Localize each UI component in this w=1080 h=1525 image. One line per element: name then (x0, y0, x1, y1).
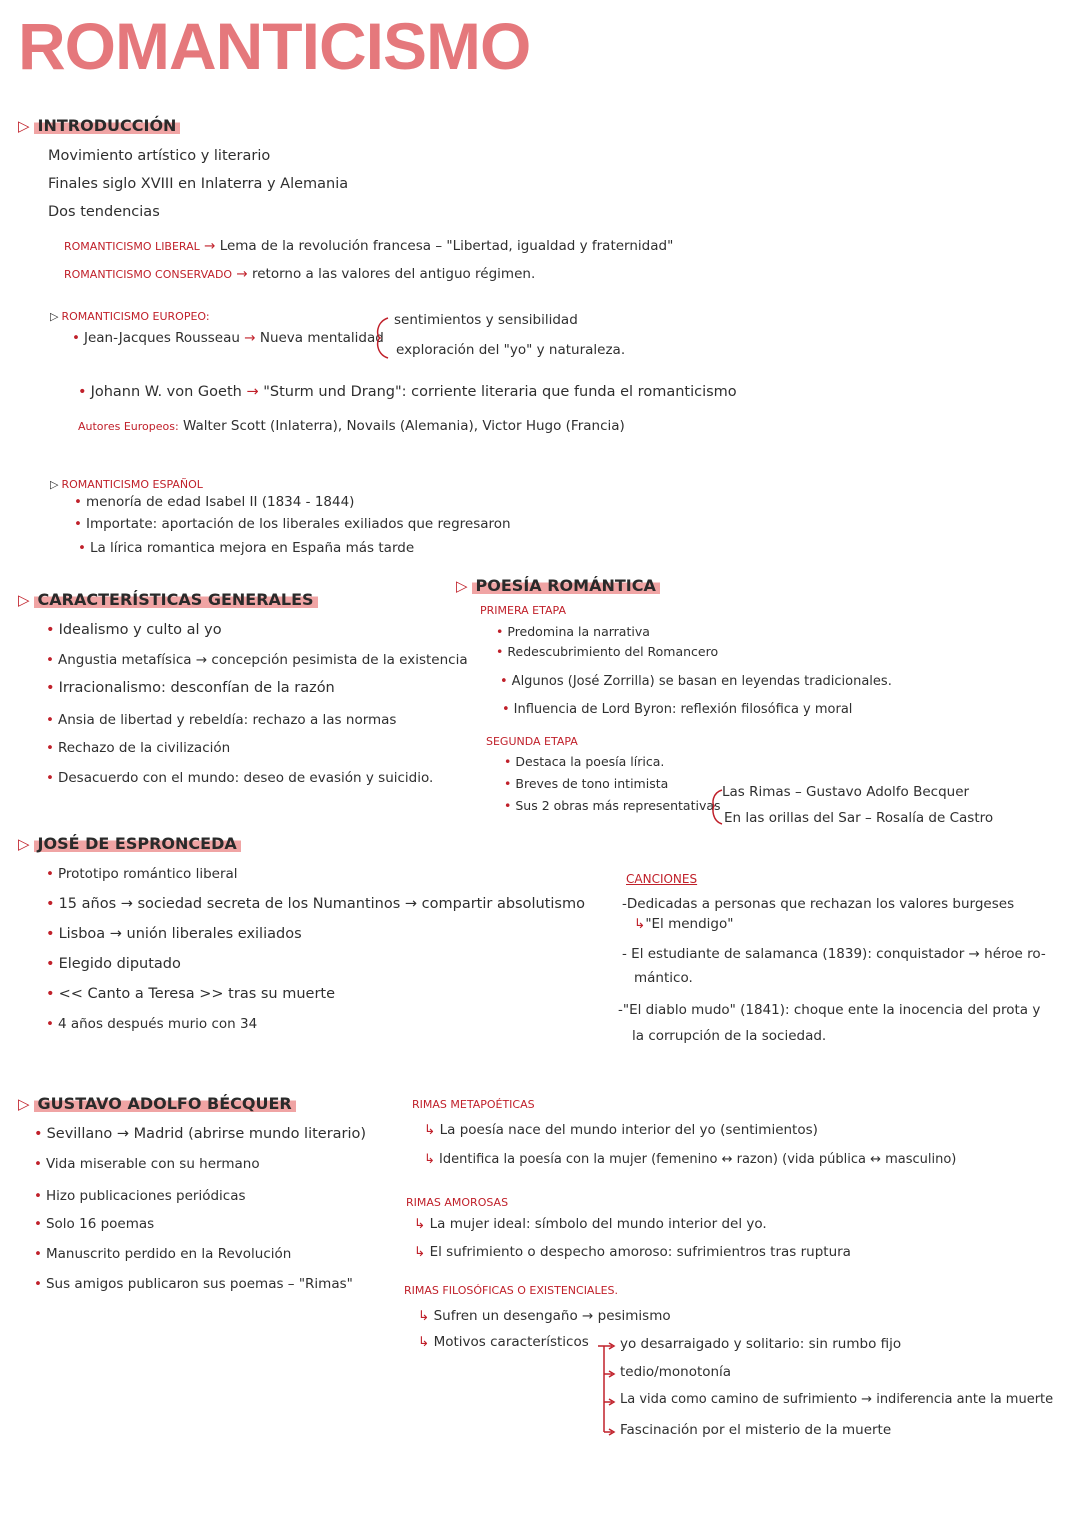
rimas-amor-label: RIMAS AMOROSAS (406, 1196, 509, 1209)
bullet-icon: • (504, 776, 512, 791)
caracteristica-item: • Idealismo y culto al yo (46, 622, 222, 638)
autores-label: Autores Europeos: (78, 420, 179, 433)
canciones-item: - El estudiante de salamanca (1839): conquistador → héroe ro- (622, 946, 1046, 962)
arrow-turn-icon: ↳ (414, 1216, 426, 1232)
europeo-heading: ▷ ROMANTICISMO EUROPEO: (50, 310, 210, 323)
bullet-icon: • (34, 1126, 43, 1142)
bullet-icon: • (78, 540, 86, 556)
intro-line: Movimiento artístico y literario (48, 148, 271, 164)
conservado-label: ROMANTICISMO CONSERVADO (64, 268, 233, 281)
espronceda-item: • 15 años → sociedad secreta de los Numantinos → compartir absolutismo (46, 896, 585, 912)
arrow-right-icon: → (244, 330, 256, 346)
intro-line: Dos tendencias (48, 204, 160, 220)
canciones-item-cont: mántico. (634, 970, 693, 986)
becquer-item: • Hizo publicaciones periódicas (34, 1188, 246, 1204)
rimas-meta-label: RIMAS METAPOÉTICAS (412, 1098, 535, 1111)
etapa1-item: • Algunos (José Zorrilla) se basan en leyendas tradicionales. (500, 674, 892, 689)
espronceda-item: • 4 años después murio con 34 (46, 1016, 258, 1032)
becquer-item: • Solo 16 poemas (34, 1216, 155, 1232)
caracteristica-item: • Desacuerdo con el mundo: deseo de evasión y suicidio. (46, 770, 434, 786)
arrow-turn-icon: ↳ (424, 1152, 435, 1167)
arrow-turn-icon: ↳ (418, 1334, 430, 1350)
etapa1-item: • Influencia de Lord Byron: reflexión filosófica y moral (502, 702, 853, 717)
bullet-icon: • (34, 1188, 42, 1204)
espronceda-item: • Lisboa → unión liberales exiliados (46, 926, 302, 942)
rimas-amor-item: ↳ La mujer ideal: símbolo del mundo interior del yo. (414, 1216, 767, 1232)
bullet-icon: • (34, 1246, 42, 1262)
espanol-item: • La lírica romantica mejora en España más tarde (78, 540, 415, 556)
rimas-amor-item: ↳ El sufrimiento o despecho amoroso: sufrimientros tras ruptura (414, 1244, 851, 1260)
arrow-turn-icon: ↳ (424, 1122, 436, 1138)
caracteristica-item: • Rechazo de la civilización (46, 740, 231, 756)
becquer-item: • Manuscrito perdido en la Revolución (34, 1246, 292, 1262)
bullet-icon: • (74, 516, 82, 532)
bullet-icon: • (34, 1276, 42, 1292)
goeth-row: • Johann W. von Goeth → "Sturm und Drang": corriente literaria que funda el romanticismo (78, 384, 737, 400)
rousseau-branch: sentimientos y sensibilidad (394, 312, 578, 328)
etapa1-label: PRIMERA ETAPA (480, 604, 566, 617)
triangle-marker-icon: ▷ (18, 1095, 30, 1113)
rimas-meta-item: ↳ Identifica la poesía con la mujer (femenino ↔ razon) (vida pública ↔ masculino) (424, 1152, 957, 1167)
obra-item: Las Rimas – Gustavo Adolfo Becquer (722, 784, 970, 800)
etapa2-label: SEGUNDA ETAPA (486, 735, 578, 748)
becquer-item: • Vida miserable con su hermano (34, 1156, 260, 1172)
bullet-icon: • (46, 1016, 54, 1032)
etapa1-item: • Redescubrimiento del Romancero (496, 644, 719, 659)
conservado-text: retorno a las valores del antiguo régimen. (251, 266, 536, 282)
conservado-row (64, 266, 535, 282)
liberal-row (64, 238, 673, 254)
canciones-item-cont: la corrupción de la sociedad. (632, 1028, 827, 1044)
arrow-right-icon: → (246, 384, 259, 400)
triangle-marker-icon: ▷ (50, 478, 59, 491)
motivo-item: tedio/monotonía (620, 1364, 732, 1380)
bullet-icon: • (74, 494, 82, 510)
bullet-icon: • (46, 896, 55, 912)
bullet-icon: • (502, 702, 510, 717)
poesia-heading: ▷ POESÍA ROMÁNTICA (456, 576, 660, 595)
obra-item: En las orillas del Sar – Rosalía de Castro (724, 810, 994, 826)
bullet-icon: • (46, 986, 55, 1002)
rimas-filo-label: RIMAS FILOSÓFICAS O EXISTENCIALES. (404, 1284, 619, 1297)
rousseau-row: • Jean-Jacques Rousseau → Nueva mentalidad (72, 330, 384, 346)
caracteristica-item: • Angustia metafísica → concepción pesimista de la existencia (46, 652, 468, 668)
bullet-icon: • (504, 798, 512, 813)
liberal-text: Lema de la revolución francesa – "Libertad, igualdad y fraternidad" (219, 238, 674, 254)
rimas-filo-item: ↳ Sufren un desengaño → pesimismo (418, 1308, 671, 1324)
becquer-heading: ▷ GUSTAVO ADOLFO BÉCQUER (18, 1094, 296, 1113)
arrow-turn-icon: ↳ (414, 1244, 426, 1260)
espanol-item: • menoría de edad Isabel II (1834 - 1844) (74, 494, 355, 510)
bullet-icon: • (46, 740, 54, 756)
motivo-item: yo desarraigado y solitario: sin rumbo fijo (620, 1336, 902, 1352)
triangle-marker-icon: ▷ (18, 117, 30, 135)
intro-line: Finales siglo XVIII en Inlaterra y Alemania (48, 176, 349, 192)
triangle-marker-icon: ▷ (456, 577, 468, 595)
espronceda-item: • Elegido diputado (46, 956, 181, 972)
espronceda-item: • << Canto a Teresa >> tras su muerte (46, 986, 336, 1002)
etapa2-item: • Sus 2 obras más representativas (504, 798, 721, 813)
autores-row: Autores Europeos: Walter Scott (Inlaterra), Novails (Alemania), Victor Hugo (Francia) (78, 418, 625, 434)
arrow-turn-icon: ↳ (634, 916, 646, 932)
page-title: ROMANTICISMO (18, 9, 531, 83)
rimas-meta-item: ↳ La poesía nace del mundo interior del yo (sentimientos) (424, 1122, 818, 1138)
bullet-icon: • (72, 330, 80, 346)
caracteristica-item: • Irracionalismo: desconfían de la razón (46, 680, 335, 696)
bullet-icon: • (34, 1156, 42, 1172)
bullet-icon: • (46, 926, 55, 942)
arrow-right-icon: → (236, 266, 248, 282)
canciones-subitem: ↳"El mendigo" (634, 916, 734, 932)
triangle-marker-icon: ▷ (50, 310, 59, 323)
bullet-icon: • (34, 1216, 42, 1232)
bullet-icon: • (46, 622, 55, 638)
espanol-item: • Importate: aportación de los liberales exiliados que regresaron (74, 516, 511, 532)
bullet-icon: • (46, 712, 54, 728)
bullet-icon: • (504, 754, 512, 769)
intro-heading: ▷ INTRODUCCIÓN (18, 116, 180, 135)
caracteristicas-heading: ▷ CARACTERÍSTICAS GENERALES (18, 590, 318, 609)
bullet-icon: • (46, 866, 54, 882)
etapa2-item: • Destaca la poesía lírica. (504, 754, 665, 769)
bullet-icon: • (46, 770, 54, 786)
bullet-icon: • (500, 674, 508, 689)
arrow-turn-icon: ↳ (418, 1308, 430, 1324)
becquer-item: • Sevillano → Madrid (abrirse mundo literario) (34, 1126, 367, 1142)
canciones-item: -"El diablo mudo" (1841): choque ente la inocencia del prota y (618, 1002, 1041, 1018)
caracteristica-item: • Ansia de libertad y rebeldía: rechazo a las normas (46, 712, 397, 728)
branch-tree-icon (596, 1340, 620, 1440)
becquer-item: • Sus amigos publicaron sus poemas – "Rimas" (34, 1276, 353, 1292)
rousseau-branch: exploración del "yo" y naturaleza. (396, 342, 626, 358)
motivo-item: Fascinación por el misterio de la muerte (620, 1422, 892, 1438)
bullet-icon: • (46, 680, 55, 696)
canciones-label: CANCIONES (626, 872, 698, 886)
etapa2-item: • Breves de tono intimista (504, 776, 669, 791)
triangle-marker-icon: ▷ (18, 591, 30, 609)
espronceda-heading: ▷ JOSÉ DE ESPRONCEDA (18, 834, 241, 853)
canciones-item: -Dedicadas a personas que rechazan los valores burgeses (622, 896, 1015, 912)
espanol-heading: ▷ ROMANTICISMO ESPAÑOL (50, 478, 203, 491)
bullet-icon: • (46, 652, 54, 668)
bullet-icon: • (78, 384, 87, 400)
motivo-item: La vida como camino de sufrimiento → indiferencia ante la muerte (620, 1392, 1054, 1407)
espronceda-item: • Prototipo romántico liberal (46, 866, 238, 882)
etapa1-item: • Predomina la narrativa (496, 624, 650, 639)
rimas-filo-item: ↳ Motivos característicos (418, 1334, 589, 1350)
bullet-icon: • (46, 956, 55, 972)
branch-bracket-icon (372, 316, 392, 360)
bullet-icon: • (496, 644, 504, 659)
bullet-icon: • (496, 624, 504, 639)
arrow-right-icon: → (204, 238, 216, 254)
liberal-label: ROMANTICISMO LIBERAL (64, 240, 200, 253)
triangle-marker-icon: ▷ (18, 835, 30, 853)
